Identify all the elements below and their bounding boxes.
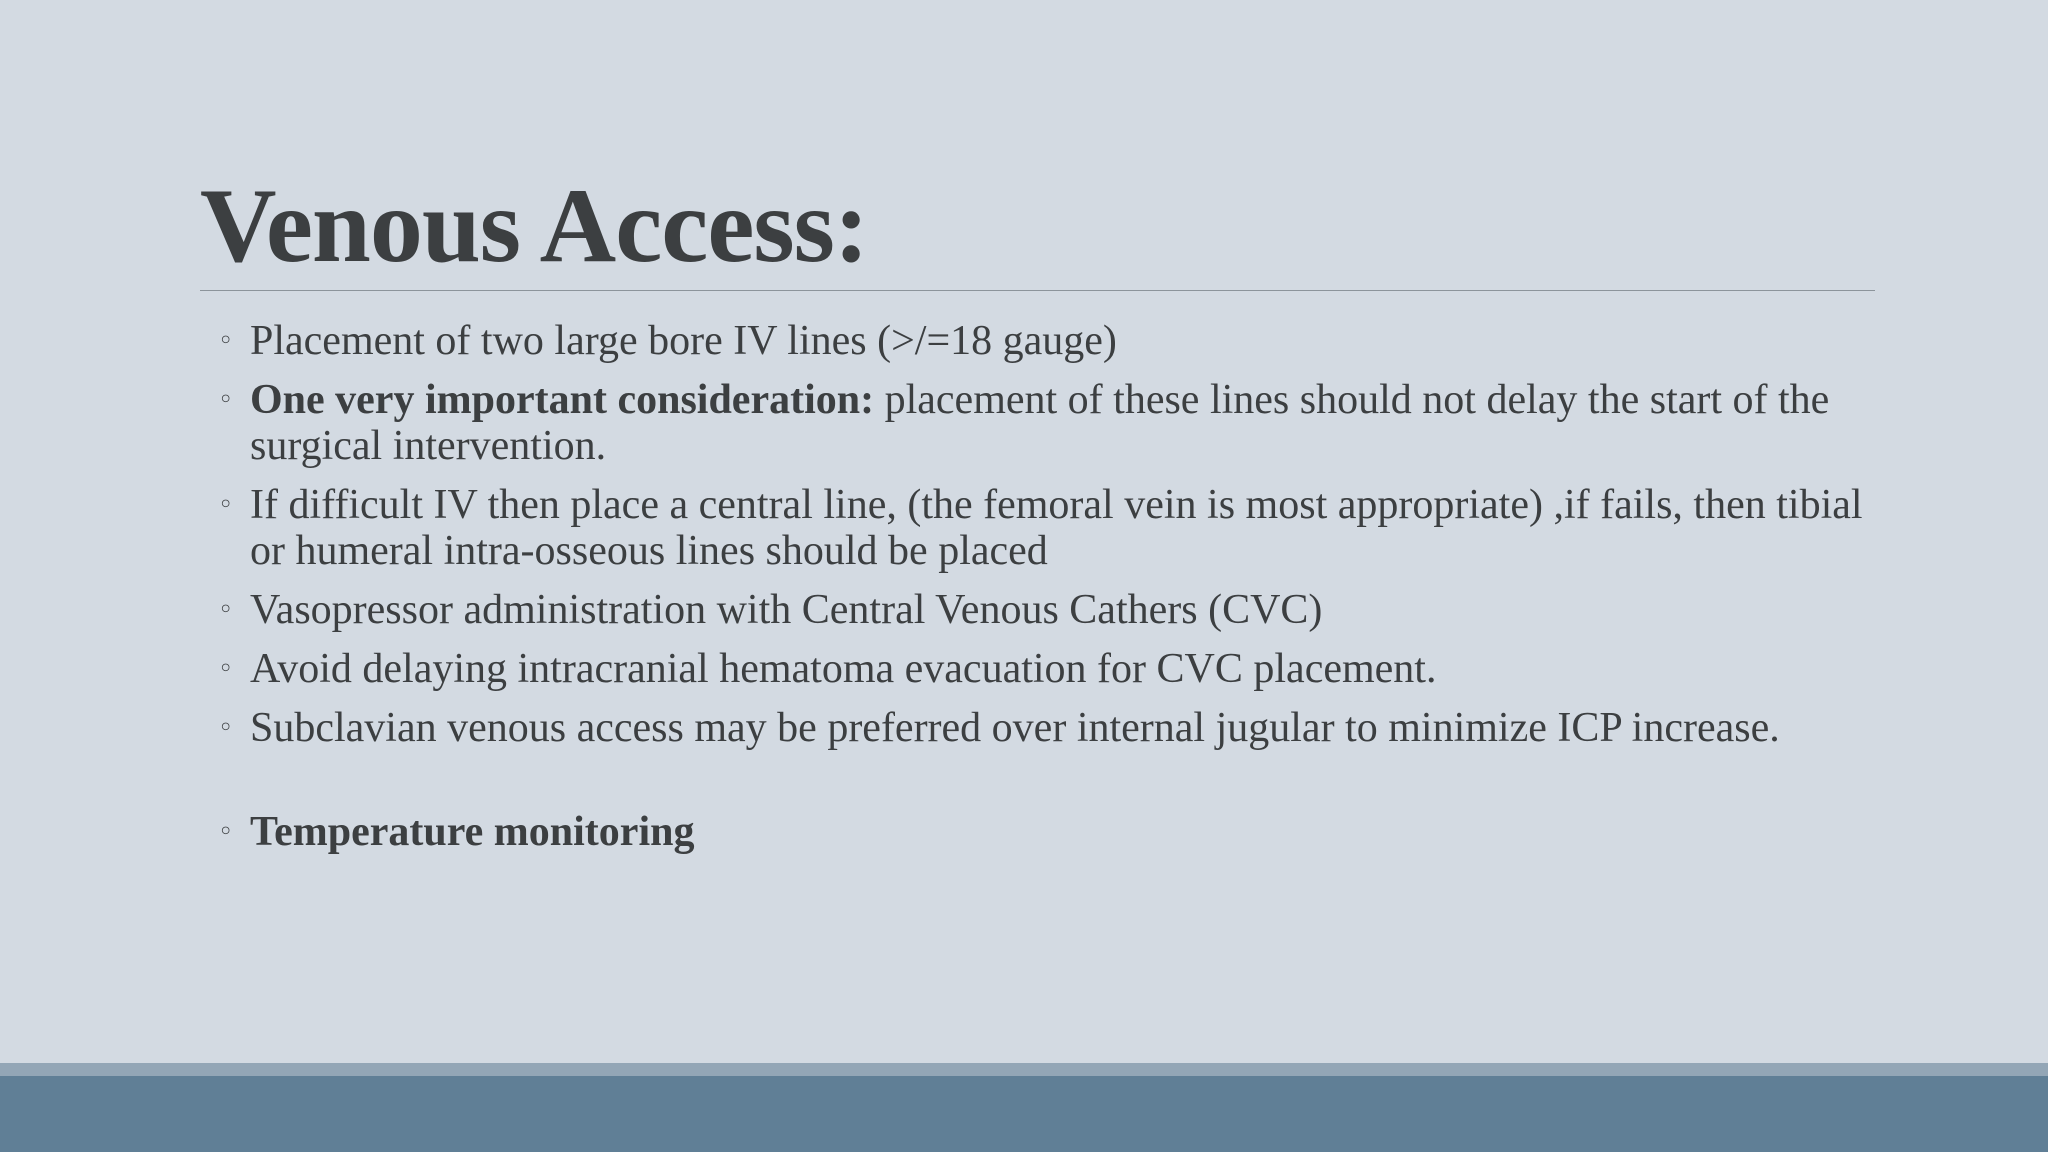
bullet-text: If difficult IV then place a central line, (the femoral vein is most appropriate) ,if fails, then tibial or humeral intra-osseous lines should be placed (250, 482, 1863, 574)
bullet-text: Placement of two large bore IV lines (>/=18 gauge) (250, 318, 1117, 364)
bullet-item (200, 377, 1890, 469)
bullet-bold-text: One very important consideration: (250, 377, 875, 423)
bullet-marker-icon: ◦ (218, 654, 234, 684)
footer-band (0, 1076, 2048, 1152)
bullet-marker-icon: ◦ (218, 385, 234, 415)
bullet-bold-text: Temperature monitoring (250, 809, 695, 855)
bullet-marker-icon: ◦ (218, 490, 234, 520)
bullet-list (200, 318, 1890, 868)
bullet-item (200, 587, 1890, 633)
bullet-marker-icon: ◦ (218, 817, 234, 847)
footer-stripe (0, 1063, 2048, 1076)
bullet-item (200, 705, 1890, 751)
bullet-item (200, 809, 1890, 855)
slide-title: Venous Access: (200, 167, 869, 284)
bullet-item (200, 646, 1890, 692)
bullet-item (200, 482, 1890, 574)
bullet-text: Avoid delaying intracranial hematoma evacuation for CVC placement. (250, 646, 1437, 692)
bullet-marker-icon: ◦ (218, 595, 234, 625)
bullet-text: Vasopressor administration with Central Venous Cathers (CVC) (250, 587, 1323, 633)
bullet-text: Subclavian venous access may be preferred over internal jugular to minimize ICP increase. (250, 705, 1780, 751)
bullet-text: placement of these lines should not delay the start of the surgical intervention. (250, 377, 1830, 469)
bullet-marker-icon: ◦ (218, 713, 234, 743)
bullet-marker-icon: ◦ (218, 326, 234, 356)
bullet-item (200, 318, 1890, 364)
title-divider (200, 290, 1875, 291)
